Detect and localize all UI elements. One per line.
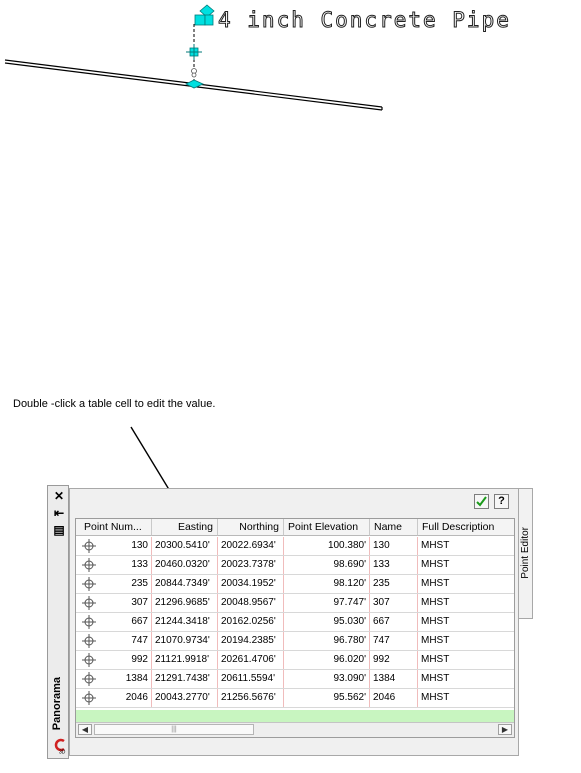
cell-elevation[interactable]: 96.780'	[284, 632, 370, 650]
column-header-name[interactable]: Name	[370, 519, 418, 536]
cell-easting[interactable]: 20043.2770'	[152, 689, 218, 707]
auto-hide-icon[interactable]: ⇤	[53, 506, 65, 520]
cell-easting[interactable]: 21121.9918'	[152, 651, 218, 669]
cell-easting[interactable]: 21296.9685'	[152, 594, 218, 612]
svg-text:3D: 3D	[59, 749, 66, 754]
cell-northing[interactable]: 20034.1952'	[218, 575, 284, 593]
help-button[interactable]: ?	[494, 494, 509, 509]
cell-easting[interactable]: 20300.5410'	[152, 537, 218, 555]
table-row[interactable]	[76, 689, 515, 708]
horizontal-scrollbar[interactable]	[76, 722, 514, 737]
point-marker-icon	[82, 691, 96, 705]
palette-sidebar	[47, 485, 69, 759]
cell-elevation[interactable]: 98.120'	[284, 575, 370, 593]
palette-title: Panorama	[51, 676, 63, 730]
properties-icon[interactable]: ▤	[53, 523, 65, 537]
cell-point-number[interactable]: 307	[96, 594, 152, 612]
cell-name[interactable]: 130	[370, 537, 418, 555]
check-icon	[475, 495, 488, 508]
scroll-right-icon[interactable]: ▶	[498, 724, 512, 735]
cell-name[interactable]: 235	[370, 575, 418, 593]
civil-3d-logo-icon	[53, 738, 67, 754]
cell-full-description[interactable]: MHST	[418, 613, 515, 631]
cell-point-number[interactable]: 1384	[96, 670, 152, 688]
column-header-point-number[interactable]: Point Num...	[76, 519, 152, 536]
cell-full-description[interactable]: MHST	[418, 594, 515, 612]
cell-point-number[interactable]: 992	[96, 651, 152, 669]
label-grip-small[interactable]	[205, 15, 213, 25]
panorama-palette	[47, 485, 533, 759]
point-marker-icon	[82, 596, 96, 610]
column-header-elevation[interactable]: Point Elevation	[284, 519, 370, 536]
cell-elevation[interactable]: 95.030'	[284, 613, 370, 631]
cell-full-description[interactable]: MHST	[418, 632, 515, 650]
table-row[interactable]	[76, 670, 515, 689]
cell-elevation[interactable]: 97.747'	[284, 594, 370, 612]
cell-northing[interactable]: 20611.5594'	[218, 670, 284, 688]
scroll-thumb[interactable]: |||	[94, 724, 254, 735]
apply-button[interactable]	[474, 494, 489, 509]
cell-point-number[interactable]: 235	[96, 575, 152, 593]
cell-easting[interactable]: 21291.7438'	[152, 670, 218, 688]
cell-northing[interactable]: 20022.6934'	[218, 537, 284, 555]
cell-elevation[interactable]: 95.562'	[284, 689, 370, 707]
table-row[interactable]	[76, 537, 515, 556]
table-row[interactable]	[76, 594, 515, 613]
tab-point-editor[interactable]	[519, 488, 533, 619]
cell-easting[interactable]: 20844.7349'	[152, 575, 218, 593]
cell-full-description[interactable]: MHST	[418, 651, 515, 669]
cell-point-number[interactable]: 2046	[96, 689, 152, 707]
cell-northing[interactable]: 20194.2385'	[218, 632, 284, 650]
cell-full-description[interactable]: MHST	[418, 689, 515, 707]
table-row[interactable]	[76, 613, 515, 632]
cell-point-number[interactable]: 667	[96, 613, 152, 631]
cell-full-description[interactable]: MHST	[418, 670, 515, 688]
cell-full-description[interactable]: MHST	[418, 537, 515, 555]
point-marker-icon	[82, 577, 96, 591]
cell-point-number[interactable]: 130	[96, 537, 152, 555]
instruction-callout: Double -click a table cell to edit the value.	[13, 398, 216, 410]
column-header-northing[interactable]: Northing	[218, 519, 284, 536]
cell-easting[interactable]: 21244.3418'	[152, 613, 218, 631]
point-marker-icon	[82, 558, 96, 572]
point-marker-icon	[82, 672, 96, 686]
table-row[interactable]	[76, 632, 515, 651]
point-marker-icon	[82, 634, 96, 648]
cell-northing[interactable]: 20162.0256'	[218, 613, 284, 631]
cell-point-number[interactable]: 133	[96, 556, 152, 574]
scroll-left-icon[interactable]: ◀	[78, 724, 92, 735]
point-editor-panel	[69, 488, 519, 756]
cell-name[interactable]: 307	[370, 594, 418, 612]
cell-name[interactable]: 133	[370, 556, 418, 574]
cell-name[interactable]: 2046	[370, 689, 418, 707]
point-marker-icon	[82, 615, 96, 629]
cell-easting[interactable]: 21070.9734'	[152, 632, 218, 650]
column-header-easting[interactable]: Easting	[152, 519, 218, 536]
cell-northing[interactable]: 20261.4706'	[218, 651, 284, 669]
cell-northing[interactable]: 20048.9567'	[218, 594, 284, 612]
table-row[interactable]	[76, 651, 515, 670]
cell-elevation[interactable]: 98.690'	[284, 556, 370, 574]
cell-elevation[interactable]: 93.090'	[284, 670, 370, 688]
cell-northing[interactable]: 21256.5676'	[218, 689, 284, 707]
tab-point-editor-label: Point Editor	[520, 527, 531, 579]
cell-northing[interactable]: 20023.7378'	[218, 556, 284, 574]
pipe-label[interactable]: 4 inch Concrete Pipe	[218, 8, 511, 32]
cell-name[interactable]: 992	[370, 651, 418, 669]
point-table	[75, 518, 515, 738]
cell-point-number[interactable]: 747	[96, 632, 152, 650]
cell-full-description[interactable]: MHST	[418, 575, 515, 593]
cell-name[interactable]: 667	[370, 613, 418, 631]
cell-name[interactable]: 1384	[370, 670, 418, 688]
close-icon[interactable]: ✕	[53, 489, 65, 503]
cell-full-description[interactable]: MHST	[418, 556, 515, 574]
cell-elevation[interactable]: 96.020'	[284, 651, 370, 669]
label-grip-square[interactable]	[195, 15, 205, 25]
cell-easting[interactable]: 20460.0320'	[152, 556, 218, 574]
small-grip-icon	[192, 69, 197, 78]
table-row[interactable]	[76, 575, 515, 594]
column-header-full-description[interactable]: Full Description	[418, 519, 515, 536]
table-row[interactable]	[76, 556, 515, 575]
point-marker-icon	[82, 653, 96, 667]
cell-elevation[interactable]: 100.380'	[284, 537, 370, 555]
cell-name[interactable]: 747	[370, 632, 418, 650]
point-marker-icon	[82, 539, 96, 553]
